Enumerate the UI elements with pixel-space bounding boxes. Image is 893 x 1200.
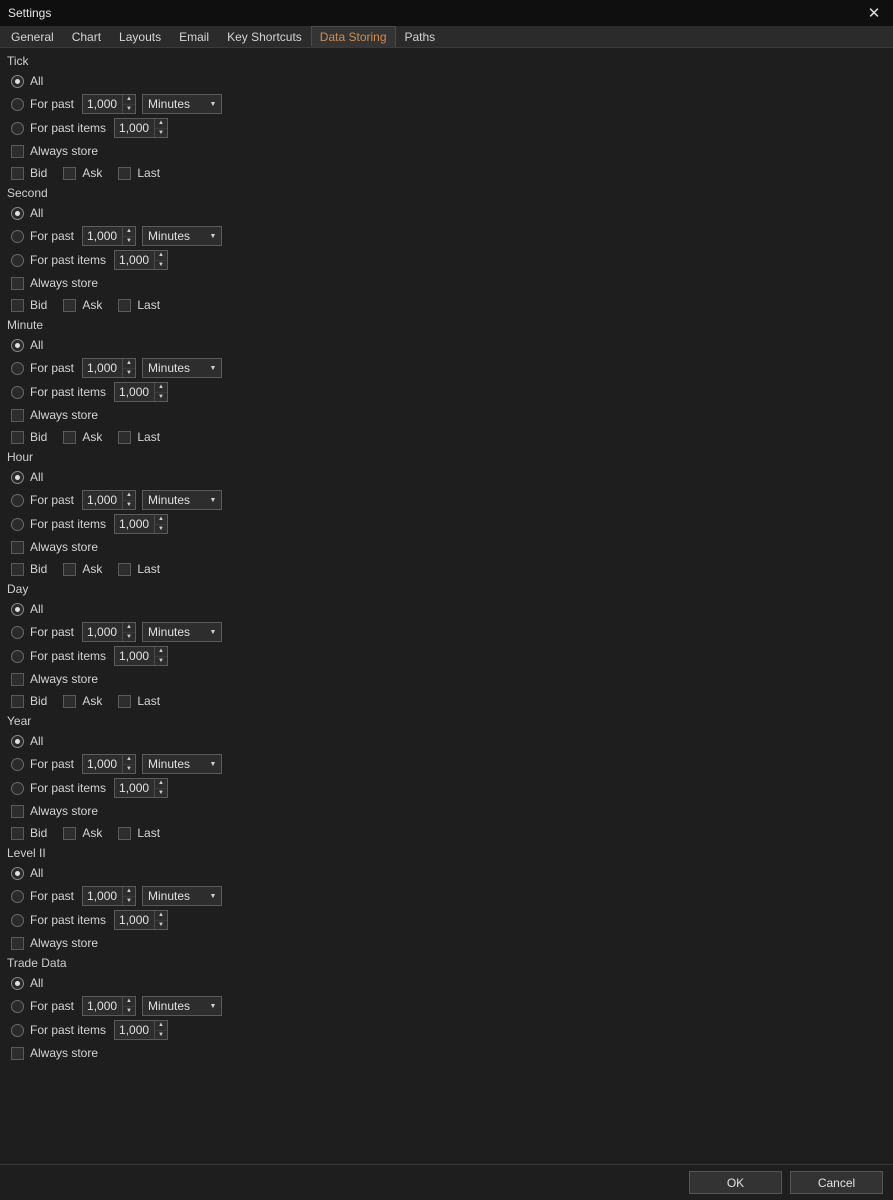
section-year bbox=[0, 712, 893, 844]
section-title-minute: Minute bbox=[7, 318, 44, 332]
checkbox-always-store-year[interactable] bbox=[11, 805, 24, 818]
radio-all-year[interactable] bbox=[11, 735, 24, 748]
row-bid-ask-last-tick bbox=[0, 162, 893, 184]
checkbox-ask-minute-group[interactable] bbox=[63, 430, 102, 444]
for-past-items-tick-spinner-arrows[interactable] bbox=[154, 119, 167, 137]
for-past-items-minute-spinner[interactable] bbox=[114, 382, 168, 402]
label-always-store-minute: Always store bbox=[30, 408, 99, 422]
chevron-down-icon: ▼ bbox=[209, 232, 217, 240]
checkbox-last-minute[interactable] bbox=[118, 431, 131, 444]
radio-all-day[interactable] bbox=[11, 603, 24, 616]
radio-all-tick[interactable] bbox=[11, 75, 24, 88]
spinner-up-icon[interactable]: ▲ bbox=[123, 997, 135, 1007]
time-unit-combobox[interactable] bbox=[142, 886, 222, 906]
for-past-hour-spinner-value: 1,000 bbox=[87, 493, 118, 507]
label-bid-day: Bid bbox=[30, 694, 48, 708]
spinner-down-icon[interactable]: ▼ bbox=[126, 105, 132, 112]
label-always-store-tick: Always store bbox=[30, 144, 99, 158]
spinner-down-icon[interactable]: ▼ bbox=[126, 369, 132, 376]
spinner-down-icon[interactable]: ▼ bbox=[126, 237, 132, 244]
label-for-past-items-day: For past items bbox=[30, 649, 107, 663]
checkbox-always-store-second[interactable] bbox=[11, 277, 24, 290]
section-trade-data bbox=[0, 954, 893, 1064]
checkbox-ask-minute[interactable] bbox=[63, 431, 76, 444]
radio-for-past-minute[interactable] bbox=[11, 362, 24, 375]
checkbox-ask-day-group[interactable] bbox=[63, 694, 102, 708]
tab-layouts[interactable]: Layouts bbox=[119, 29, 162, 44]
for-past-items-day-spinner[interactable] bbox=[114, 646, 168, 666]
for-past-year-spinner-value: 1,000 bbox=[87, 757, 118, 771]
for-past-items-tick-spinner[interactable] bbox=[114, 118, 168, 138]
time-unit-combobox[interactable] bbox=[142, 996, 222, 1016]
checkbox-ask-hour[interactable] bbox=[63, 563, 76, 576]
for-past-second-spinner[interactable] bbox=[82, 226, 136, 246]
checkbox-last-tick[interactable] bbox=[118, 167, 131, 180]
for-past-hour-spinner[interactable] bbox=[82, 490, 136, 510]
label-always-store-trade-data: Always store bbox=[30, 1046, 99, 1060]
time-unit-combobox[interactable] bbox=[142, 226, 222, 246]
spinner-up-icon[interactable]: ▲ bbox=[123, 491, 135, 501]
checkbox-last-year[interactable] bbox=[118, 827, 131, 840]
checkbox-bid-tick-group[interactable] bbox=[11, 166, 47, 180]
chevron-down-icon: ▼ bbox=[209, 364, 217, 372]
checkbox-ask-tick-group[interactable] bbox=[63, 166, 102, 180]
label-ask-second: Ask bbox=[82, 298, 103, 312]
section-title-year: Year bbox=[7, 714, 32, 728]
time-unit-combobox[interactable] bbox=[142, 622, 222, 642]
checkbox-ask-hour-group[interactable] bbox=[63, 562, 102, 576]
label-for-past-items-hour: For past items bbox=[30, 517, 107, 531]
spinner-up-icon[interactable]: ▲ bbox=[123, 623, 135, 633]
time-unit-value: Minutes bbox=[148, 625, 191, 639]
section-title-level-ii: Level II bbox=[7, 846, 46, 860]
radio-all-level-ii[interactable] bbox=[11, 867, 24, 880]
radio-for-past-items-tick[interactable] bbox=[11, 122, 24, 135]
row-all-year[interactable] bbox=[0, 730, 893, 752]
checkbox-always-store-tick[interactable] bbox=[11, 145, 24, 158]
row-bid-ask-last-year bbox=[0, 822, 893, 844]
checkbox-last-day[interactable] bbox=[118, 695, 131, 708]
section-tick bbox=[0, 52, 893, 184]
chevron-down-icon: ▼ bbox=[209, 496, 217, 504]
label-ask-minute: Ask bbox=[82, 430, 103, 444]
row-for-past-second[interactable] bbox=[0, 224, 893, 248]
label-all-hour: All bbox=[30, 470, 44, 484]
for-past-items-level-ii-spinner-arrows[interactable] bbox=[154, 911, 167, 929]
row-for-past-trade-data[interactable] bbox=[0, 994, 893, 1018]
label-for-past-items-minute: For past items bbox=[30, 385, 107, 399]
label-last-second: Last bbox=[137, 298, 161, 312]
for-past-level-ii-spinner-arrows[interactable] bbox=[122, 887, 135, 905]
chevron-down-icon: ▼ bbox=[209, 1002, 217, 1010]
for-past-items-minute-spinner-value: 1,000 bbox=[119, 385, 150, 399]
row-all-hour[interactable] bbox=[0, 466, 893, 488]
for-past-year-spinner-arrows[interactable] bbox=[122, 755, 135, 773]
row-all-level-ii[interactable] bbox=[0, 862, 893, 884]
spinner-up-icon[interactable]: ▲ bbox=[123, 755, 135, 765]
row-always-store-level-ii[interactable] bbox=[0, 932, 893, 954]
label-always-store-year: Always store bbox=[30, 804, 99, 818]
checkbox-bid-second-group[interactable] bbox=[11, 298, 47, 312]
radio-all-hour[interactable] bbox=[11, 471, 24, 484]
for-past-trade-data-spinner-value: 1,000 bbox=[87, 999, 118, 1013]
label-all-level-ii: All bbox=[30, 866, 44, 880]
row-always-store-minute[interactable] bbox=[0, 404, 893, 426]
radio-all-trade-data[interactable] bbox=[11, 977, 24, 990]
spinner-up-icon[interactable]: ▲ bbox=[155, 515, 167, 525]
time-unit-value: Minutes bbox=[148, 889, 191, 903]
chevron-down-icon: ▼ bbox=[209, 760, 217, 768]
row-always-store-day[interactable] bbox=[0, 668, 893, 690]
spinner-up-icon[interactable]: ▲ bbox=[155, 251, 167, 261]
spinner-down-icon[interactable]: ▼ bbox=[126, 765, 132, 772]
section-title-second: Second bbox=[7, 186, 48, 200]
close-icon[interactable]: ✕ bbox=[867, 4, 881, 22]
for-past-items-day-spinner-arrows[interactable] bbox=[154, 647, 167, 665]
checkbox-always-store-trade-data[interactable] bbox=[11, 1047, 24, 1060]
label-bid-tick: Bid bbox=[30, 166, 48, 180]
label-for-past-items-trade-data: For past items bbox=[30, 1023, 107, 1037]
label-bid-minute: Bid bbox=[30, 430, 48, 444]
section-hour bbox=[0, 448, 893, 580]
tab-data-storing[interactable]: Data Storing bbox=[311, 26, 396, 47]
label-for-past-items-level-ii: For past items bbox=[30, 913, 107, 927]
label-for-past-tick: For past bbox=[30, 97, 75, 111]
row-all-second[interactable] bbox=[0, 202, 893, 224]
checkbox-always-store-level-ii[interactable] bbox=[11, 937, 24, 950]
row-for-past-minute[interactable] bbox=[0, 356, 893, 380]
spinner-down-icon[interactable]: ▼ bbox=[158, 657, 164, 664]
checkbox-ask-year-group[interactable] bbox=[63, 826, 102, 840]
spinner-up-icon[interactable]: ▲ bbox=[123, 887, 135, 897]
radio-for-past-trade-data[interactable] bbox=[11, 1000, 24, 1013]
label-bid-year: Bid bbox=[30, 826, 48, 840]
tab-chart[interactable]: Chart bbox=[71, 29, 102, 44]
time-unit-value: Minutes bbox=[148, 493, 191, 507]
section-title-tick: Tick bbox=[7, 54, 29, 68]
checkbox-last-day-group[interactable] bbox=[118, 694, 160, 708]
for-past-day-spinner[interactable] bbox=[82, 622, 136, 642]
for-past-items-trade-data-spinner-arrows[interactable] bbox=[154, 1021, 167, 1039]
label-ask-tick: Ask bbox=[82, 166, 103, 180]
tab-key-shortcuts[interactable]: Key Shortcuts bbox=[227, 29, 302, 44]
time-unit-value: Minutes bbox=[148, 229, 191, 243]
row-for-past-items-day[interactable] bbox=[0, 644, 893, 668]
row-always-store-hour[interactable] bbox=[0, 536, 893, 558]
for-past-tick-spinner-value: 1,000 bbox=[87, 97, 118, 111]
label-ask-hour: Ask bbox=[82, 562, 103, 576]
radio-all-minute[interactable] bbox=[11, 339, 24, 352]
row-always-store-year[interactable] bbox=[0, 800, 893, 822]
for-past-items-tick-spinner-value: 1,000 bbox=[119, 121, 150, 135]
checkbox-bid-hour-group[interactable] bbox=[11, 562, 47, 576]
row-for-past-hour[interactable] bbox=[0, 488, 893, 512]
label-for-past-level-ii: For past bbox=[30, 889, 75, 903]
row-always-store-tick[interactable] bbox=[0, 140, 893, 162]
label-for-past-hour: For past bbox=[30, 493, 75, 507]
label-all-tick: All bbox=[30, 74, 44, 88]
section-day bbox=[0, 580, 893, 712]
chevron-down-icon: ▼ bbox=[209, 100, 217, 108]
spinner-down-icon[interactable]: ▼ bbox=[158, 1031, 164, 1038]
row-bid-ask-last-minute bbox=[0, 426, 893, 448]
row-for-past-items-year[interactable] bbox=[0, 776, 893, 800]
checkbox-ask-second-group[interactable] bbox=[63, 298, 102, 312]
label-for-past-items-tick: For past items bbox=[30, 121, 107, 135]
for-past-items-second-spinner-arrows[interactable] bbox=[154, 251, 167, 269]
label-always-store-level-ii: Always store bbox=[30, 936, 99, 950]
row-for-past-items-minute[interactable] bbox=[0, 380, 893, 404]
row-bid-ask-last-day bbox=[0, 690, 893, 712]
label-all-trade-data: All bbox=[30, 976, 44, 990]
checkbox-ask-year[interactable] bbox=[63, 827, 76, 840]
for-past-items-level-ii-spinner-value: 1,000 bbox=[119, 913, 150, 927]
section-title-day: Day bbox=[7, 582, 29, 596]
label-bid-hour: Bid bbox=[30, 562, 48, 576]
label-last-minute: Last bbox=[137, 430, 161, 444]
spinner-up-icon[interactable]: ▲ bbox=[155, 911, 167, 921]
checkbox-last-hour-group[interactable] bbox=[118, 562, 160, 576]
radio-for-past-year[interactable] bbox=[11, 758, 24, 771]
checkbox-ask-second[interactable] bbox=[63, 299, 76, 312]
label-always-store-second: Always store bbox=[30, 276, 99, 290]
checkbox-always-store-day[interactable] bbox=[11, 673, 24, 686]
for-past-items-trade-data-spinner-value: 1,000 bbox=[119, 1023, 150, 1037]
checkbox-bid-day[interactable] bbox=[11, 695, 24, 708]
section-title-trade-data: Trade Data bbox=[7, 956, 67, 970]
radio-all-second[interactable] bbox=[11, 207, 24, 220]
for-past-tick-spinner-arrows[interactable] bbox=[122, 95, 135, 113]
section-second bbox=[0, 184, 893, 316]
checkbox-last-tick-group[interactable] bbox=[118, 166, 160, 180]
tab-general[interactable]: General bbox=[11, 29, 54, 44]
checkbox-ask-tick[interactable] bbox=[63, 167, 76, 180]
time-unit-combobox[interactable] bbox=[142, 358, 222, 378]
section-title-hour: Hour bbox=[7, 450, 34, 464]
radio-for-past-items-minute[interactable] bbox=[11, 386, 24, 399]
time-unit-value: Minutes bbox=[148, 97, 191, 111]
checkbox-ask-day[interactable] bbox=[63, 695, 76, 708]
radio-for-past-items-hour[interactable] bbox=[11, 518, 24, 531]
label-for-past-items-year: For past items bbox=[30, 781, 107, 795]
label-last-year: Last bbox=[137, 826, 161, 840]
spinner-down-icon[interactable]: ▼ bbox=[158, 921, 164, 928]
for-past-hour-spinner-arrows[interactable] bbox=[122, 491, 135, 509]
chevron-down-icon: ▼ bbox=[209, 628, 217, 636]
checkbox-always-store-hour[interactable] bbox=[11, 541, 24, 554]
section-level-ii bbox=[0, 844, 893, 954]
for-past-items-trade-data-spinner[interactable] bbox=[114, 1020, 168, 1040]
radio-for-past-items-second[interactable] bbox=[11, 254, 24, 267]
radio-for-past-items-level-ii[interactable] bbox=[11, 914, 24, 927]
tab-email[interactable]: Email bbox=[179, 29, 210, 44]
label-all-minute: All bbox=[30, 338, 44, 352]
radio-for-past-second[interactable] bbox=[11, 230, 24, 243]
for-past-minute-spinner[interactable] bbox=[82, 358, 136, 378]
spinner-down-icon[interactable]: ▼ bbox=[158, 525, 164, 532]
row-bid-ask-last-hour bbox=[0, 558, 893, 580]
label-for-past-day: For past bbox=[30, 625, 75, 639]
label-all-second: All bbox=[30, 206, 44, 220]
checkbox-bid-second[interactable] bbox=[11, 299, 24, 312]
for-past-tick-spinner[interactable] bbox=[82, 94, 136, 114]
row-always-store-trade-data[interactable] bbox=[0, 1042, 893, 1064]
time-unit-value: Minutes bbox=[148, 361, 191, 375]
row-for-past-year[interactable] bbox=[0, 752, 893, 776]
label-always-store-day: Always store bbox=[30, 672, 99, 686]
checkbox-last-year-group[interactable] bbox=[118, 826, 160, 840]
for-past-day-spinner-arrows[interactable] bbox=[122, 623, 135, 641]
cancel-button[interactable]: Cancel bbox=[790, 1171, 883, 1194]
spinner-down-icon[interactable]: ▼ bbox=[158, 393, 164, 400]
radio-for-past-day[interactable] bbox=[11, 626, 24, 639]
radio-for-past-hour[interactable] bbox=[11, 494, 24, 507]
label-last-hour: Last bbox=[137, 562, 161, 576]
row-always-store-second[interactable] bbox=[0, 272, 893, 294]
checkbox-bid-year-group[interactable] bbox=[11, 826, 47, 840]
spinner-down-icon[interactable]: ▼ bbox=[126, 1007, 132, 1014]
for-past-items-second-spinner-value: 1,000 bbox=[119, 253, 150, 267]
checkbox-bid-day-group[interactable] bbox=[11, 694, 47, 708]
for-past-items-year-spinner[interactable] bbox=[114, 778, 168, 798]
for-past-items-level-ii-spinner[interactable] bbox=[114, 910, 168, 930]
spinner-down-icon[interactable]: ▼ bbox=[158, 261, 164, 268]
spinner-down-icon[interactable]: ▼ bbox=[158, 129, 164, 136]
radio-for-past-items-trade-data[interactable] bbox=[11, 1024, 24, 1037]
for-past-day-spinner-value: 1,000 bbox=[87, 625, 118, 639]
for-past-items-hour-spinner-value: 1,000 bbox=[119, 517, 150, 531]
section-minute bbox=[0, 316, 893, 448]
time-unit-value: Minutes bbox=[148, 999, 191, 1013]
for-past-items-hour-spinner-arrows[interactable] bbox=[154, 515, 167, 533]
for-past-level-ii-spinner-value: 1,000 bbox=[87, 889, 118, 903]
label-ask-day: Ask bbox=[82, 694, 103, 708]
label-bid-second: Bid bbox=[30, 298, 48, 312]
for-past-trade-data-spinner[interactable] bbox=[82, 996, 136, 1016]
row-for-past-items-level-ii[interactable] bbox=[0, 908, 893, 932]
spinner-up-icon[interactable]: ▲ bbox=[155, 383, 167, 393]
radio-for-past-level-ii[interactable] bbox=[11, 890, 24, 903]
radio-for-past-tick[interactable] bbox=[11, 98, 24, 111]
spinner-up-icon[interactable]: ▲ bbox=[123, 359, 135, 369]
row-for-past-level-ii[interactable] bbox=[0, 884, 893, 908]
time-unit-combobox[interactable] bbox=[142, 490, 222, 510]
spinner-up-icon[interactable]: ▲ bbox=[155, 119, 167, 129]
label-all-day: All bbox=[30, 602, 44, 616]
label-last-tick: Last bbox=[137, 166, 161, 180]
row-for-past-day[interactable] bbox=[0, 620, 893, 644]
for-past-items-hour-spinner[interactable] bbox=[114, 514, 168, 534]
checkbox-last-minute-group[interactable] bbox=[118, 430, 160, 444]
row-all-day[interactable] bbox=[0, 598, 893, 620]
row-all-minute[interactable] bbox=[0, 334, 893, 356]
radio-for-past-items-year[interactable] bbox=[11, 782, 24, 795]
for-past-minute-spinner-value: 1,000 bbox=[87, 361, 118, 375]
label-all-year: All bbox=[30, 734, 44, 748]
checkbox-last-second-group[interactable] bbox=[118, 298, 160, 312]
data-storing-panel bbox=[0, 48, 893, 1164]
dialog-footer bbox=[0, 1164, 893, 1200]
for-past-level-ii-spinner[interactable] bbox=[82, 886, 136, 906]
checkbox-bid-year[interactable] bbox=[11, 827, 24, 840]
row-all-trade-data[interactable] bbox=[0, 972, 893, 994]
row-for-past-items-second[interactable] bbox=[0, 248, 893, 272]
label-for-past-minute: For past bbox=[30, 361, 75, 375]
for-past-trade-data-spinner-arrows[interactable] bbox=[122, 997, 135, 1015]
spinner-down-icon[interactable]: ▼ bbox=[158, 789, 164, 796]
row-all-tick[interactable] bbox=[0, 70, 893, 92]
checkbox-last-second[interactable] bbox=[118, 299, 131, 312]
checkbox-bid-hour[interactable] bbox=[11, 563, 24, 576]
radio-for-past-items-day[interactable] bbox=[11, 650, 24, 663]
title-bar bbox=[0, 0, 893, 26]
spinner-up-icon[interactable]: ▲ bbox=[155, 1021, 167, 1031]
spinner-down-icon[interactable]: ▼ bbox=[126, 633, 132, 640]
spinner-up-icon[interactable]: ▲ bbox=[123, 95, 135, 105]
tab-paths[interactable]: Paths bbox=[404, 29, 436, 44]
for-past-items-minute-spinner-arrows[interactable] bbox=[154, 383, 167, 401]
for-past-second-spinner-value: 1,000 bbox=[87, 229, 118, 243]
spinner-up-icon[interactable]: ▲ bbox=[155, 779, 167, 789]
label-for-past-items-second: For past items bbox=[30, 253, 107, 267]
label-for-past-second: For past bbox=[30, 229, 75, 243]
chevron-down-icon: ▼ bbox=[209, 892, 217, 900]
spinner-down-icon[interactable]: ▼ bbox=[126, 501, 132, 508]
time-unit-value: Minutes bbox=[148, 757, 191, 771]
checkbox-bid-tick[interactable] bbox=[11, 167, 24, 180]
spinner-down-icon[interactable]: ▼ bbox=[126, 897, 132, 904]
row-bid-ask-last-second bbox=[0, 294, 893, 316]
spinner-up-icon[interactable]: ▲ bbox=[123, 227, 135, 237]
checkbox-always-store-minute[interactable] bbox=[11, 409, 24, 422]
label-last-day: Last bbox=[137, 694, 161, 708]
row-for-past-items-tick[interactable] bbox=[0, 116, 893, 140]
for-past-items-day-spinner-value: 1,000 bbox=[119, 649, 150, 663]
row-for-past-tick[interactable] bbox=[0, 92, 893, 116]
for-past-items-year-spinner-value: 1,000 bbox=[119, 781, 150, 795]
label-ask-year: Ask bbox=[82, 826, 103, 840]
ok-button[interactable]: OK bbox=[689, 1171, 782, 1194]
spinner-up-icon[interactable]: ▲ bbox=[155, 647, 167, 657]
for-past-year-spinner[interactable] bbox=[82, 754, 136, 774]
checkbox-bid-minute[interactable] bbox=[11, 431, 24, 444]
checkbox-bid-minute-group[interactable] bbox=[11, 430, 47, 444]
settings-tab-bar bbox=[0, 26, 893, 48]
label-for-past-year: For past bbox=[30, 757, 75, 771]
time-unit-combobox[interactable] bbox=[142, 754, 222, 774]
time-unit-combobox[interactable] bbox=[142, 94, 222, 114]
checkbox-last-hour[interactable] bbox=[118, 563, 131, 576]
for-past-second-spinner-arrows[interactable] bbox=[122, 227, 135, 245]
for-past-minute-spinner-arrows[interactable] bbox=[122, 359, 135, 377]
window-title: Settings bbox=[8, 6, 52, 20]
row-for-past-items-hour[interactable] bbox=[0, 512, 893, 536]
for-past-items-year-spinner-arrows[interactable] bbox=[154, 779, 167, 797]
for-past-items-second-spinner[interactable] bbox=[114, 250, 168, 270]
label-always-store-hour: Always store bbox=[30, 540, 99, 554]
row-for-past-items-trade-data[interactable] bbox=[0, 1018, 893, 1042]
label-for-past-trade-data: For past bbox=[30, 999, 75, 1013]
